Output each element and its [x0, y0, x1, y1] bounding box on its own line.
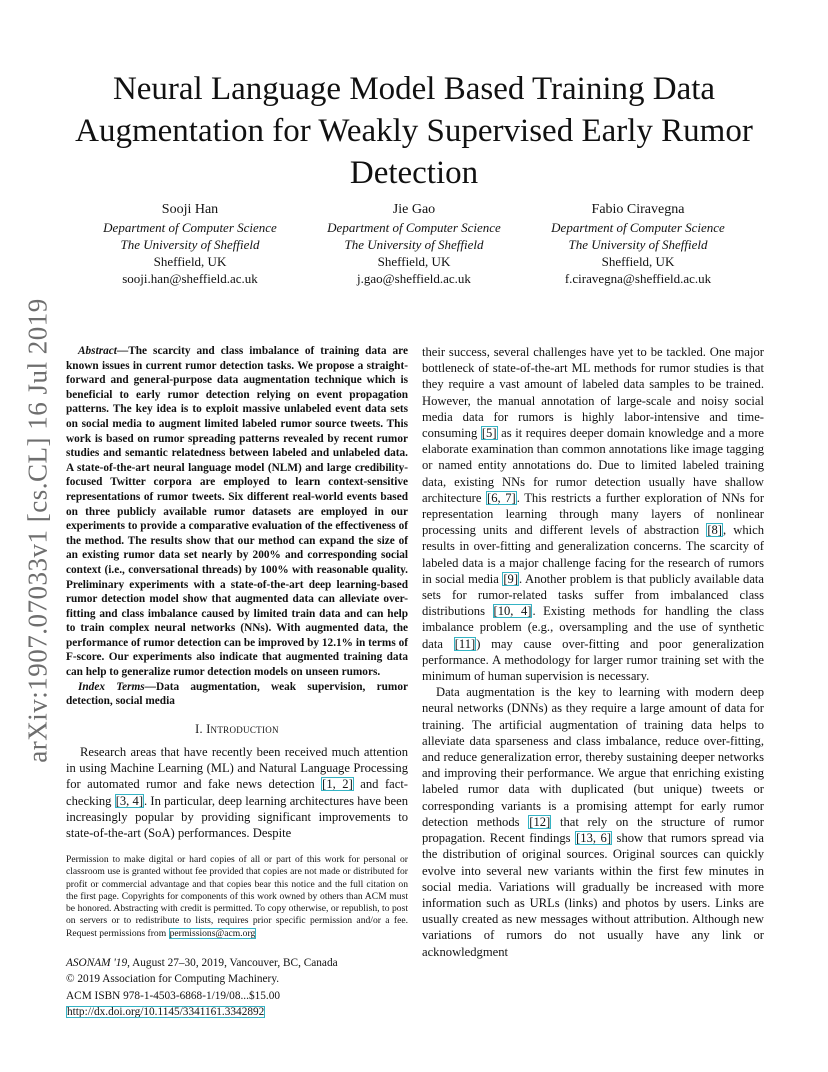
section-heading-introduction	[66, 721, 408, 737]
author-department: Department of Computer Science	[327, 220, 501, 235]
author-1	[80, 201, 300, 287]
citation-link[interactable]: [6, 7]	[487, 490, 516, 505]
author-email: sooji.han@sheffield.ac.uk	[122, 271, 258, 286]
citation-link[interactable]: [9]	[503, 571, 519, 586]
intro-paragraph-2: Data augmentation is the key to learning with modern deep neural networks (DNNs) as they require a large amount of data for training. The artificial augmentation of training data helps to alleviate data sparseness and class imbalance, reduce over-fitting, and reduce generalization error, thereby sustaining deeper networks and improving their performance. We argue that enriching existing labeled rumor data with duplicated (but unique) tweets or corresponding variants is a promising attempt for early rumor detection methods [12] that rely on the structure of rumor propagation. Recent findings [13, 6] show that rumors spread via the distribution of original sources. Original sources can quickly evolve into several new variants within the first few minutes in social media. Variations will gradually be increased with more information such as URLs (links) and photos by users. Links are usually created as new messages without attribution. Although new variations of rumors do not usually have any link or acknowledgment	[422, 685, 765, 959]
abstract	[66, 344, 408, 680]
index-terms	[66, 680, 408, 709]
citation-link[interactable]: [8]	[707, 523, 722, 538]
author-location: Sheffield, UK	[153, 254, 227, 269]
intro-paragraph-1-continued: their success, several challenges have yet to be tackled. One major bottleneck of state-of-the-art ML methods for rumor studies is that they require a vast amount of labeled data samples to be trained. However, the manual annotation of large-scale and noisy social media data for rumors is highly labor-intensive and time-consuming [5] as it requires deeper domain knowledge and a more elaborate examination than common annotations like image tagging or named entity annotations do. Due to limited labeled training data, existing NNs for rumor detection usually have shallow architecture [6, 7]. This restricts a further exploration of NNs for representation learning through many layers of nonlinear processing units and different levels of abstraction [8], which results in over-fitting and generalization concerns. The scarcity of labeled data is a major challenge facing for the research of rumors in social media [9]. Another problem is that publicly available data sets for rumor-related tasks suffer from imbalanced class distributions [10, 4]. Existing methods for handling the class imbalance problem (e.g., oversampling and the use of synthetic data [11]) may cause over-fitting and poor generalization performance. A methodology for larger rumor training set with the minimum of human supervision is necessary.	[422, 345, 765, 684]
citation-link[interactable]: [1, 2]	[322, 777, 353, 792]
author-2	[304, 201, 524, 287]
permissions-email-link[interactable]: permissions@acm.org	[169, 927, 256, 939]
left-column	[66, 344, 408, 841]
index-terms-label: Index Terms	[78, 680, 145, 693]
author-department: Department of Computer Science	[103, 220, 277, 235]
citation-link[interactable]: [10, 4]	[493, 604, 532, 619]
author-university: The University of Sheffield	[120, 237, 260, 252]
section-title: Introduction	[206, 721, 279, 736]
conference-name: ASONAM '19	[66, 957, 128, 969]
copyright-line: © 2019 Association for Computing Machinery.	[66, 973, 280, 986]
author-3	[528, 201, 748, 287]
paper-title: Neural Language Model Based Training Data Augmentation for Weakly Supervised Early Rumor Detection	[75, 71, 753, 191]
author-block	[80, 201, 748, 287]
abstract-label: Abstract	[78, 345, 117, 357]
author-name: Sooji Han	[161, 202, 219, 217]
abstract-text: —The scarcity and class imbalance of training data are known issues in current rumor detection tasks. We propose a straight-forward and general-purpose data augmentation technique which is beneficial to early rumor detection relying on event propagation patterns. The key idea is to exploit massive unlabeled event data sets on social media to augment limited labeled rumor source tweets. This work is based on rumor spreading patterns revealed by recent rumor studies and semantic relatedness between labeled and unlabeled data. A state-of-the-art neural language model (NLM) and large credibility-focused Twitter corpora are employed to learn context-sensitive representations of rumor tweets. Six different real-world events based on three publicly available rumor datasets are employed in our experiments to provide a comparative evaluation of the effectiveness of the method. The results show that our method can expand the size of an existing rumor data set nearly by 200% and corresponding social context (i.e., conversational threads) by 100% with reasonable quality. Preliminary experiments with a state-of-the-art deep learning-based rumor detection model show that augmented data can alleviate over-fitting and class imbalance caused by limited train data and can help to train complex neural networks (NNs). With augmented data, the performance of rumor detection can be improved by 12.1% in terms of F-score. Our experiments also indicate that augmented training data can help to generalize rumor detection models on unseen rumors.	[66, 345, 408, 679]
citation-link[interactable]: [5]	[481, 426, 497, 441]
arxiv-identifier	[18, 297, 58, 763]
author-location: Sheffield, UK	[377, 254, 451, 269]
author-name: Jie Gao	[392, 202, 436, 217]
citation-link[interactable]: [3, 4]	[115, 793, 144, 808]
citation-link[interactable]: [13, 6]	[576, 831, 612, 846]
author-email: f.ciravegna@sheffield.ac.uk	[564, 271, 712, 286]
isbn-line: ACM ISBN 978-1-4503-6868-1/19/08...$15.00	[66, 989, 281, 1002]
citation-link[interactable]: [11]	[454, 636, 476, 651]
permission-footnote: Permission to make digital or hard copies of all or part of this work for personal or classroom use is granted without fee provided that copies are not made or distributed for profit or commercial advantage and that copies bear this notice and the full citation on the first page. Copyrights for components of this work owned by others than ACM must be honored. Abstracting with credit is permitted. To copy otherwise, or republish, to post on servers or to redistribute to lists, requires prior specific permission and/or a fee. Request permissions from permissions@acm.org	[66, 854, 408, 939]
author-location: Sheffield, UK	[601, 254, 675, 269]
author-university: The University of Sheffield	[344, 237, 484, 252]
section-number: I.	[195, 721, 207, 736]
author-name: Fabio Ciravegna	[591, 202, 685, 217]
citation-link[interactable]: [12]	[529, 814, 551, 829]
index-terms-text: —Data augmentation, weak supervision, rumor detection, social media	[66, 680, 408, 708]
doi-link[interactable]: http://dx.doi.org/10.1145/3341161.3342892	[67, 1005, 265, 1018]
right-column	[422, 344, 764, 960]
conference-info	[66, 955, 408, 1020]
author-department: Department of Computer Science	[551, 220, 725, 235]
author-email: j.gao@sheffield.ac.uk	[357, 271, 471, 286]
author-university: The University of Sheffield	[568, 237, 708, 252]
intro-paragraph-1: Research areas that have recently been received much attention in using Machine Learning (ML) and Natural Language Processing for automated rumor and fake news detection [1, 2] and fact-checking [3, 4]. In particular, deep learning architectures have been increasingly popular by providing significant improvements to state-of-the-art (SoA) performances. Despite	[66, 745, 409, 841]
conference-details: , August 27–30, 2019, Vancouver, BC, Canada	[127, 957, 338, 969]
arxiv-identifier-text: arXiv:1907.07033v1 [cs.CL] 16 Jul 2019	[22, 297, 53, 763]
conference-line	[66, 955, 408, 971]
